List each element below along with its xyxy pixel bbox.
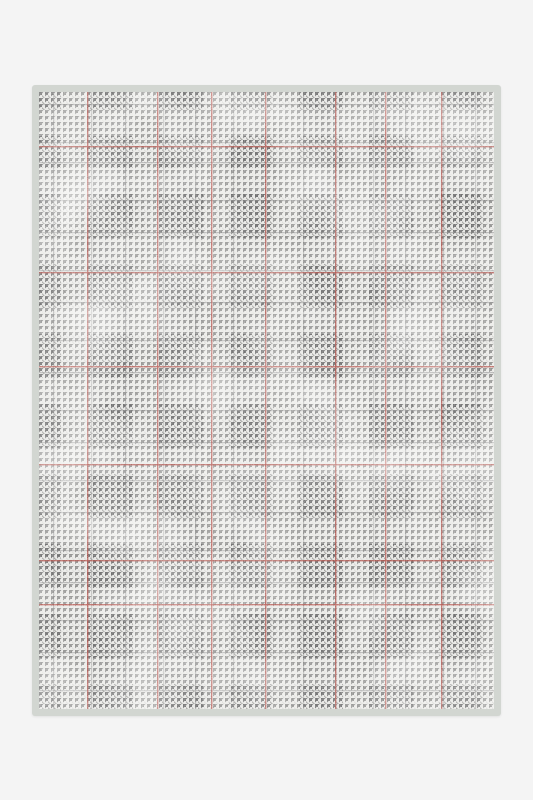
rug-field xyxy=(39,92,494,709)
houndstooth-plaid-pattern xyxy=(39,92,494,709)
speckle-overlay xyxy=(39,92,494,709)
